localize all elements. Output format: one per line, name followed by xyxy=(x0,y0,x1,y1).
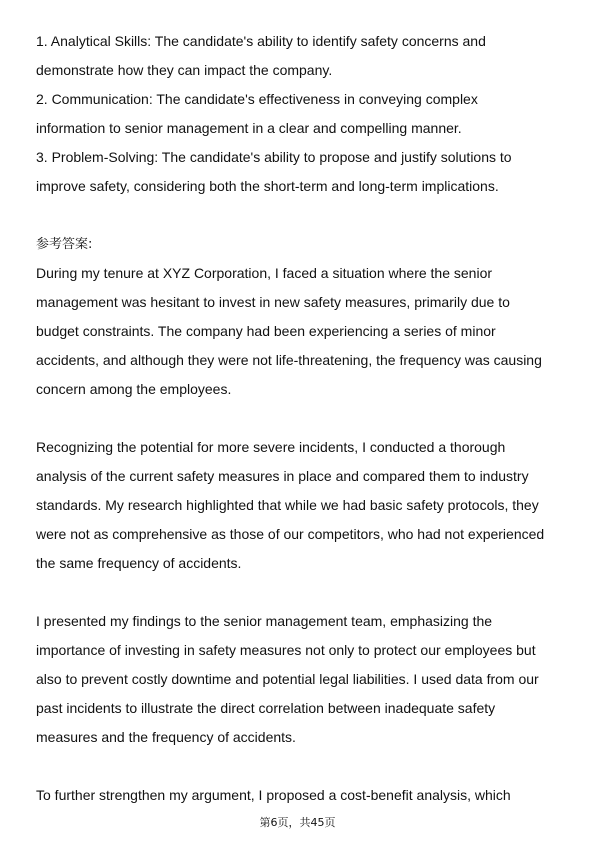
criterion-line: 1. Analytical Skills: The candidate's ability to identify safety concerns and xyxy=(36,33,486,49)
answer-paragraph-3 xyxy=(36,607,566,752)
paragraph-line: management was hesitant to invest in new safety measures, primarily due to xyxy=(36,294,510,310)
criterion-line: 2. Communication: The candidate's effectiveness in conveying complex xyxy=(36,91,478,107)
paragraph-line: analysis of the current safety measures in place and compared them to industry xyxy=(36,468,529,484)
criterion-line: improve safety, considering both the short-term and long-term implications. xyxy=(36,178,499,194)
criterion-analytical-skills xyxy=(36,27,566,85)
paragraph-line: past incidents to illustrate the direct correlation between inadequate safety xyxy=(36,700,496,716)
spacer xyxy=(36,404,566,433)
paragraph-line: During my tenure at XYZ Corporation, I faced a situation where the senior xyxy=(36,265,493,281)
answer-paragraph-4 xyxy=(36,781,566,810)
paragraph-line: also to prevent costly downtime and potential legal liabilities. I used data from our xyxy=(36,671,539,687)
paragraph-line: I presented my findings to the senior management team, emphasizing the xyxy=(36,613,493,629)
spacer xyxy=(36,201,566,230)
paragraph-line: concern among the employees. xyxy=(36,381,232,397)
criterion-problem-solving xyxy=(36,143,566,201)
evaluation-criteria-list xyxy=(36,27,566,201)
answer-paragraph-1 xyxy=(36,259,566,404)
page-number-footer: 第6页，共45页 xyxy=(259,816,336,829)
paragraph-line: the same frequency of accidents. xyxy=(36,555,242,571)
criterion-line: demonstrate how they can impact the company. xyxy=(36,62,333,78)
answer-paragraph-2 xyxy=(36,433,566,578)
spacer xyxy=(36,752,566,781)
criterion-line: 3. Problem-Solving: The candidate's ability to propose and justify solutions to xyxy=(36,149,512,165)
spacer xyxy=(36,578,566,607)
paragraph-line: measures and the frequency of accidents. xyxy=(36,729,296,745)
answer-label: 参考答案: xyxy=(36,237,93,252)
paragraph-line: To further strengthen my argument, I proposed a cost-benefit analysis, which xyxy=(36,787,511,803)
paragraph-line: were not as comprehensive as those of our competitors, who had not experienced xyxy=(36,526,545,542)
document-body xyxy=(36,27,566,810)
paragraph-line: budget constraints. The company had been experiencing a series of minor xyxy=(36,323,496,339)
paragraph-line: standards. My research highlighted that while we had basic safety protocols, they xyxy=(36,497,539,513)
criterion-line: information to senior management in a clear and compelling manner. xyxy=(36,120,462,136)
paragraph-line: importance of investing in safety measures not only to protect our employees but xyxy=(36,642,536,658)
paragraph-line: Recognizing the potential for more severe incidents, I conducted a thorough xyxy=(36,439,506,455)
criterion-communication xyxy=(36,85,566,143)
paragraph-line: accidents, and although they were not life-threatening, the frequency was causing xyxy=(36,352,542,368)
